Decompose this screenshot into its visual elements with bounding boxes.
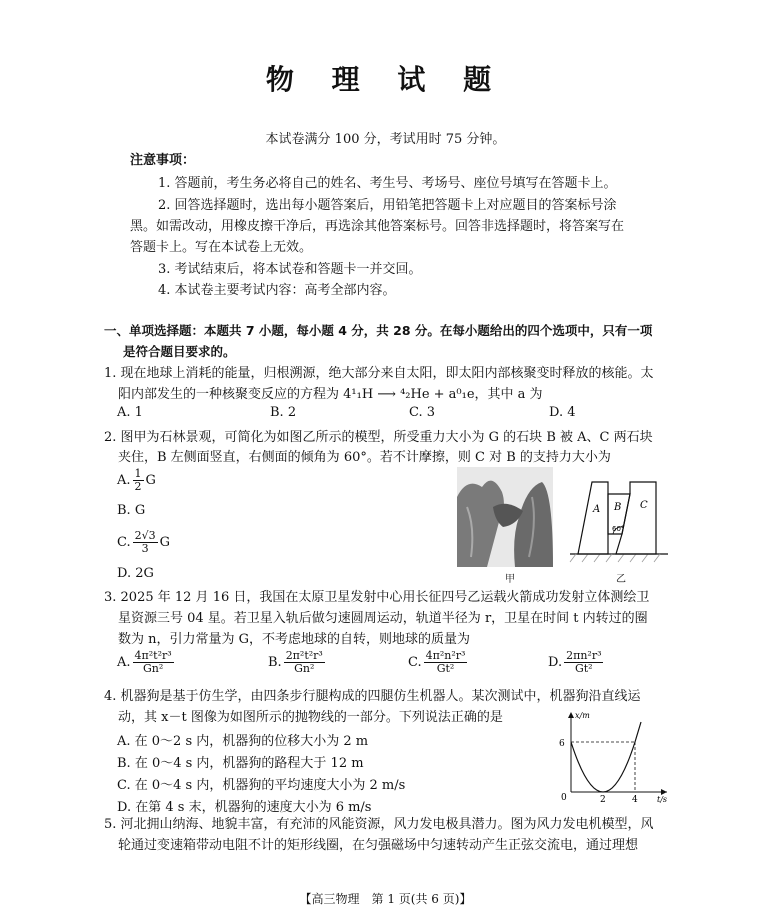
q2-option-d: D. 2G [117, 566, 154, 581]
x-t-graph [555, 708, 675, 804]
question-3-text: 星资源三号 04 星。若卫星入轨后做匀速圆周运动，轨道半径为 r，卫星在时间 t 内转过的圈 [118, 611, 648, 626]
question-3-text: 数为 n，引力常量为 G，不考虑地球的自转，则地球的质量为 [118, 632, 471, 647]
page-footer: 【高三物理 第 1 页(共 6 页)】 [299, 892, 472, 906]
q3-option-d: D. $\frac{\text{2πn²r³}}{\text{Gt²}}$ [548, 649, 602, 675]
section-heading: 一、单项选择题：本题共 7 小题，每小题 4 分，共 28 分。在每小题给出的四个选项中，只有一项 [104, 323, 653, 338]
question-4-text: 4. 机器狗是基于仿生学，由四条步行腿构成的四腿仿生机器人。某次测试中，机器狗沿直线运 [104, 689, 641, 704]
q4-option-c: C. 在 0～4 s 内，机器狗的平均速度大小为 2 m/s [117, 778, 406, 793]
question-3-text: 3. 2025 年 12 月 16 日，我国在太原卫星发射中心用长征四号乙运载火箭成功发射立体测绘卫 [104, 590, 650, 605]
origin-label: 0 [561, 793, 567, 803]
q3-option-a: A. $\frac{\text{4π²t²r³}}{\text{Gn²}}$ [117, 649, 172, 675]
label-B: B [614, 502, 622, 513]
q1-option-b: B. 2 [270, 405, 297, 420]
q3-option-c: C. $\frac{\text{4π²n²r³}}{\text{Gt²}}$ [408, 649, 466, 675]
note-line: 2. 回答选择题时，选出每小题答案后，用铅笔把答题卡上对应题目的答案标号涂 [158, 198, 617, 213]
y-tick-6: 6 [559, 739, 565, 749]
x-tick-2: 2 [600, 795, 606, 804]
stone-forest-photo [457, 467, 553, 567]
q4-option-b: B. 在 0～4 s 内，机器狗的路程大于 12 m [117, 756, 364, 771]
q1-option-d: D. 4 [549, 405, 576, 420]
label-A: A [593, 504, 601, 515]
stone-model-diagram [568, 472, 670, 564]
question-2-text: 夹住，B 左侧面竖直，右侧面的倾角为 60°。若不计摩擦，则 C 对 B 的支持力大小为 [118, 450, 611, 465]
notes-heading: 注意事项： [130, 153, 196, 168]
q2-option-c: C. $\frac{2√3}{3}$ G [117, 529, 171, 555]
question-1-text: 阳内部发生的一种核聚变反应的方程为 4¹₁H ⟶ ⁴₂He + a⁰₁e，其中 a 为 [118, 387, 543, 402]
caption-yi: 乙 [616, 574, 626, 585]
note-line: 答题卡上。写在本试卷上无效。 [130, 240, 313, 255]
exam-intro: 本试卷满分 100 分，考试用时 75 分钟。 [265, 132, 506, 147]
page-title: 物 理 试 题 [265, 63, 506, 96]
q2-option-b: B. G [117, 503, 146, 518]
label-C: C [640, 500, 648, 511]
label-angle: 60° [612, 525, 625, 533]
note-line: 黑。如需改动，用橡皮擦干净后，再选涂其他答案标号。回答非选择题时，将答案写在 [130, 219, 625, 234]
question-5-text: 轮通过变速箱带动电阻不计的矩形线圈，在匀强磁场中匀速转动产生正弦交流电，通过理想 [118, 838, 639, 853]
q2-option-a: A. $\frac{1}{2}$ G [117, 467, 156, 493]
note-line: 1. 答题前，考生务必将自己的姓名、考生号、考场号、座位号填写在答题卡上。 [158, 176, 617, 191]
q1-option-a: A. 1 [117, 405, 143, 420]
caption-jia: 甲 [505, 574, 515, 585]
q1-option-c: C. 3 [409, 405, 436, 420]
question-4-text: 动，其 x－t 图像为如图所示的抛物线的一部分。下列说法正确的是 [118, 710, 503, 725]
q4-option-a: A. 在 0～2 s 内，机器狗的位移大小为 2 m [117, 734, 369, 749]
section-heading-cont: 是符合题目要求的。 [123, 344, 236, 359]
x-axis-label: t/s [657, 795, 668, 804]
q4-option-d: D. 在第 4 s 末，机器狗的速度大小为 6 m/s [117, 800, 372, 815]
x-tick-4: 4 [632, 795, 638, 804]
question-2-text: 2. 图甲为石林景观，可简化为如图乙所示的模型，所受重力大小为 G 的石块 B 被 A、C 两石块 [104, 430, 653, 445]
question-1-text: 1. 现在地球上消耗的能量，归根溯源，绝大部分来自太阳，即太阳内部核聚变时释放的核能。太 [104, 366, 654, 381]
question-5-text: 5. 河北拥山纳海、地貌丰富，有充沛的风能资源，风力发电极具潜力。图为风力发电机模型，风 [104, 817, 654, 832]
note-line: 4. 本试卷主要考试内容：高考全部内容。 [158, 283, 396, 298]
note-line: 3. 考试结束后，将本试卷和答题卡一并交回。 [158, 262, 422, 277]
y-axis-label: x/m [575, 711, 590, 720]
q3-option-b: B. $\frac{\text{2π²t²r³}}{\text{Gn²}}$ [268, 649, 323, 675]
